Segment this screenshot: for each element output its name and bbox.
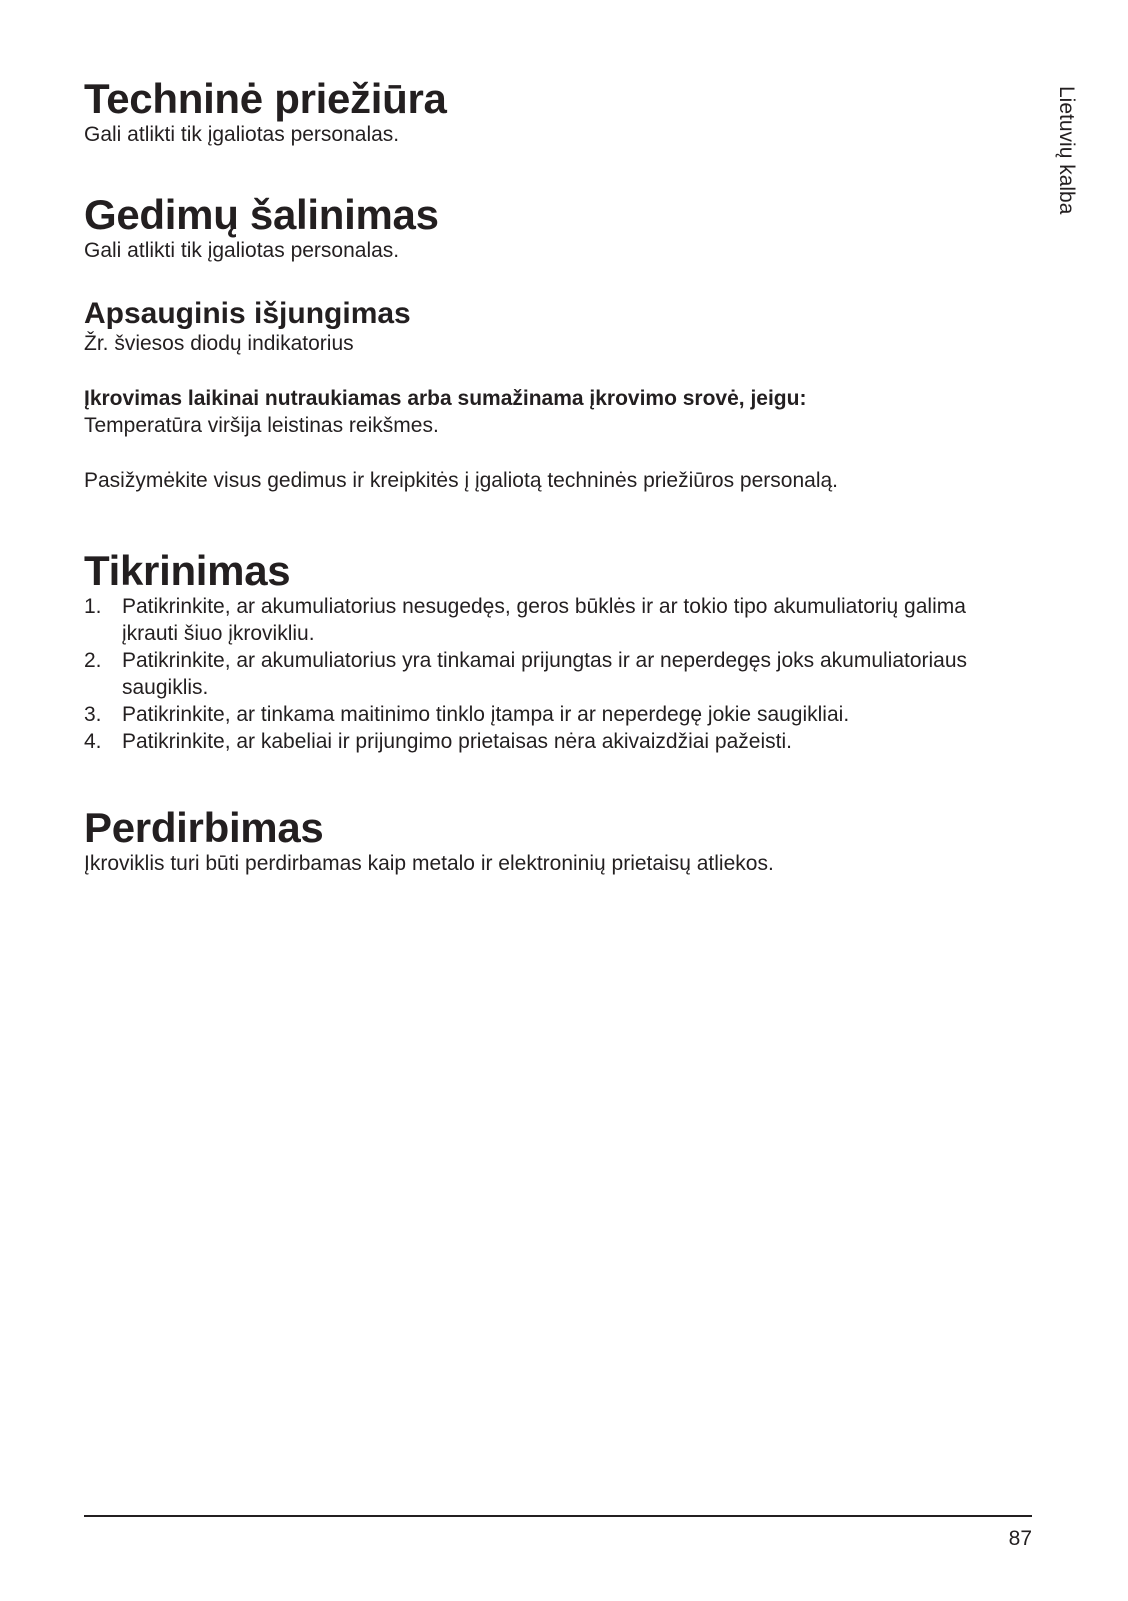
list-item-text: Patikrinkite, ar tinkama maitinimo tinklo įtampa ir ar neperdegę jokie saugikliai. [122, 703, 850, 726]
list-item-number: 3. [84, 703, 102, 726]
section-troubleshooting [84, 193, 439, 264]
list-item-text: Patikrinkite, ar akumuliatorius nesugedęs, geros būklės ir ar tokio tipo akumuliatorių galima įkrauti šiuo įkrovikliu. [122, 595, 966, 645]
footer-divider [84, 1515, 1032, 1517]
heading-maintenance: Techninė priežiūra [84, 75, 447, 122]
list-item [84, 701, 1024, 728]
charging-interrupt-condition: Įkrovimas laikinai nutraukiamas arba sumažinama įkrovimo srovė, jeigu: [84, 387, 807, 410]
section-note [84, 467, 838, 494]
list-item-text: Patikrinkite, ar kabeliai ir prijungimo prietaisas nėra akivaizdžiai pažeisti. [122, 730, 792, 753]
language-side-label: Lietuvių kalba [1055, 86, 1078, 215]
heading-troubleshooting: Gedimų šalinimas [84, 191, 439, 238]
section-maintenance [84, 77, 447, 148]
heading-inspection: Tikrinimas [84, 547, 291, 594]
heading-recycling: Perdirbimas [84, 804, 324, 851]
list-item-text: Patikrinkite, ar akumuliatorius yra tinkamai prijungtas ir ar neperdegęs joks akumuliatoriaus saugiklis. [122, 649, 968, 699]
recycling-text: Įkroviklis turi būti perdirbamas kaip metalo ir elektroninių prietaisų atliekos. [84, 852, 774, 875]
list-item [84, 593, 1024, 647]
list-item-number: 1. [84, 595, 102, 618]
inspection-list [84, 593, 1024, 755]
section-inspection [84, 549, 1024, 755]
maintenance-text: Gali atlikti tik įgaliotas personalas. [84, 123, 400, 146]
protective-shutdown-text: Žr. šviesos diodų indikatorius [84, 332, 354, 355]
troubleshooting-text: Gali atlikti tik įgaliotas personalas. [84, 239, 400, 262]
page-number: 87 [1008, 1527, 1032, 1550]
list-item-number: 2. [84, 649, 102, 672]
heading-protective-shutdown: Apsauginis išjungimas [84, 297, 411, 330]
note-text: Pasižymėkite visus gedimus ir kreipkitės į įgaliotą techninės priežiūros personalą. [84, 469, 839, 492]
section-charging-interrupt [84, 385, 806, 439]
charging-interrupt-text: Temperatūra viršija leistinas reikšmes. [84, 414, 439, 437]
section-recycling [84, 806, 774, 877]
list-item [84, 647, 1024, 701]
list-item [84, 728, 1024, 755]
section-protective-shutdown [84, 298, 411, 357]
list-item-number: 4. [84, 730, 102, 753]
